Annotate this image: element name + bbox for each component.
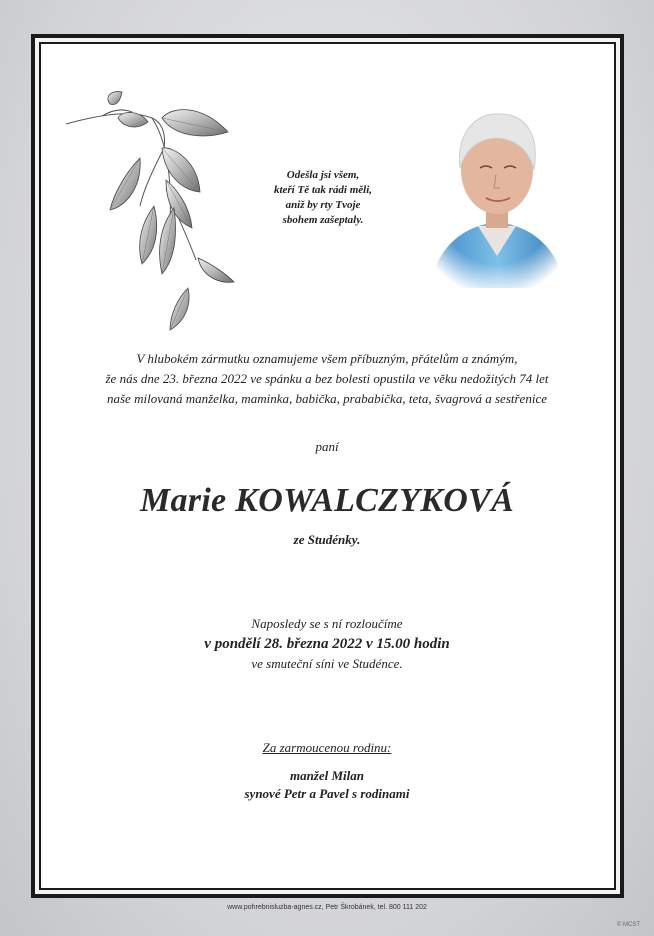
family-member: synové Petr a Pavel s rodinami	[244, 786, 410, 801]
announcement-line: že nás dne 23. března 2022 ve spánku a bez bolesti opustila ve věku nedožitých 74 let	[105, 371, 549, 386]
poem-line: aniž by rty Tvoje	[285, 199, 361, 211]
announcement-line: V hlubokém zármutku oznamujeme všem příbuzným, přátelům a známým,	[136, 351, 518, 366]
announcement-text	[60, 349, 594, 409]
footer-contact: www.pohrebnisluzba-agnes.cz, Petr Škrobánek, tel. 800 111 202	[227, 904, 427, 911]
deceased-origin: ze Studénky.	[293, 532, 361, 547]
memorial-poem	[248, 168, 398, 228]
funeral-intro: Naposledy se s ní rozloučíme	[251, 616, 403, 631]
poem-line: sbohem zašeptaly.	[282, 214, 364, 226]
family-heading: Za zarmoucenou rodinu:	[262, 740, 392, 755]
announcement-line: naše milovaná manželka, maminka, babička, prababička, teta, švagrová a sestřenice	[107, 391, 547, 406]
portrait-photo	[422, 108, 572, 288]
leaf-branch-icon	[62, 88, 252, 338]
deceased-name: Marie KOWALCZYKOVÁ	[139, 482, 515, 519]
funeral-details	[0, 614, 654, 674]
funeral-date-time: v pondělí 28. března 2022 v 15.00 hodin	[204, 636, 450, 652]
poem-line: Odešla jsi všem,	[286, 169, 360, 181]
family-member: manžel Milan	[289, 768, 365, 783]
honorific: paní	[315, 439, 339, 454]
poem-line: kteří Tě tak rádi měli,	[273, 184, 373, 196]
family-signature	[0, 738, 654, 803]
funeral-place: ve smuteční síni ve Studénce.	[251, 656, 403, 671]
copyright-mark: © MCST	[616, 922, 640, 928]
